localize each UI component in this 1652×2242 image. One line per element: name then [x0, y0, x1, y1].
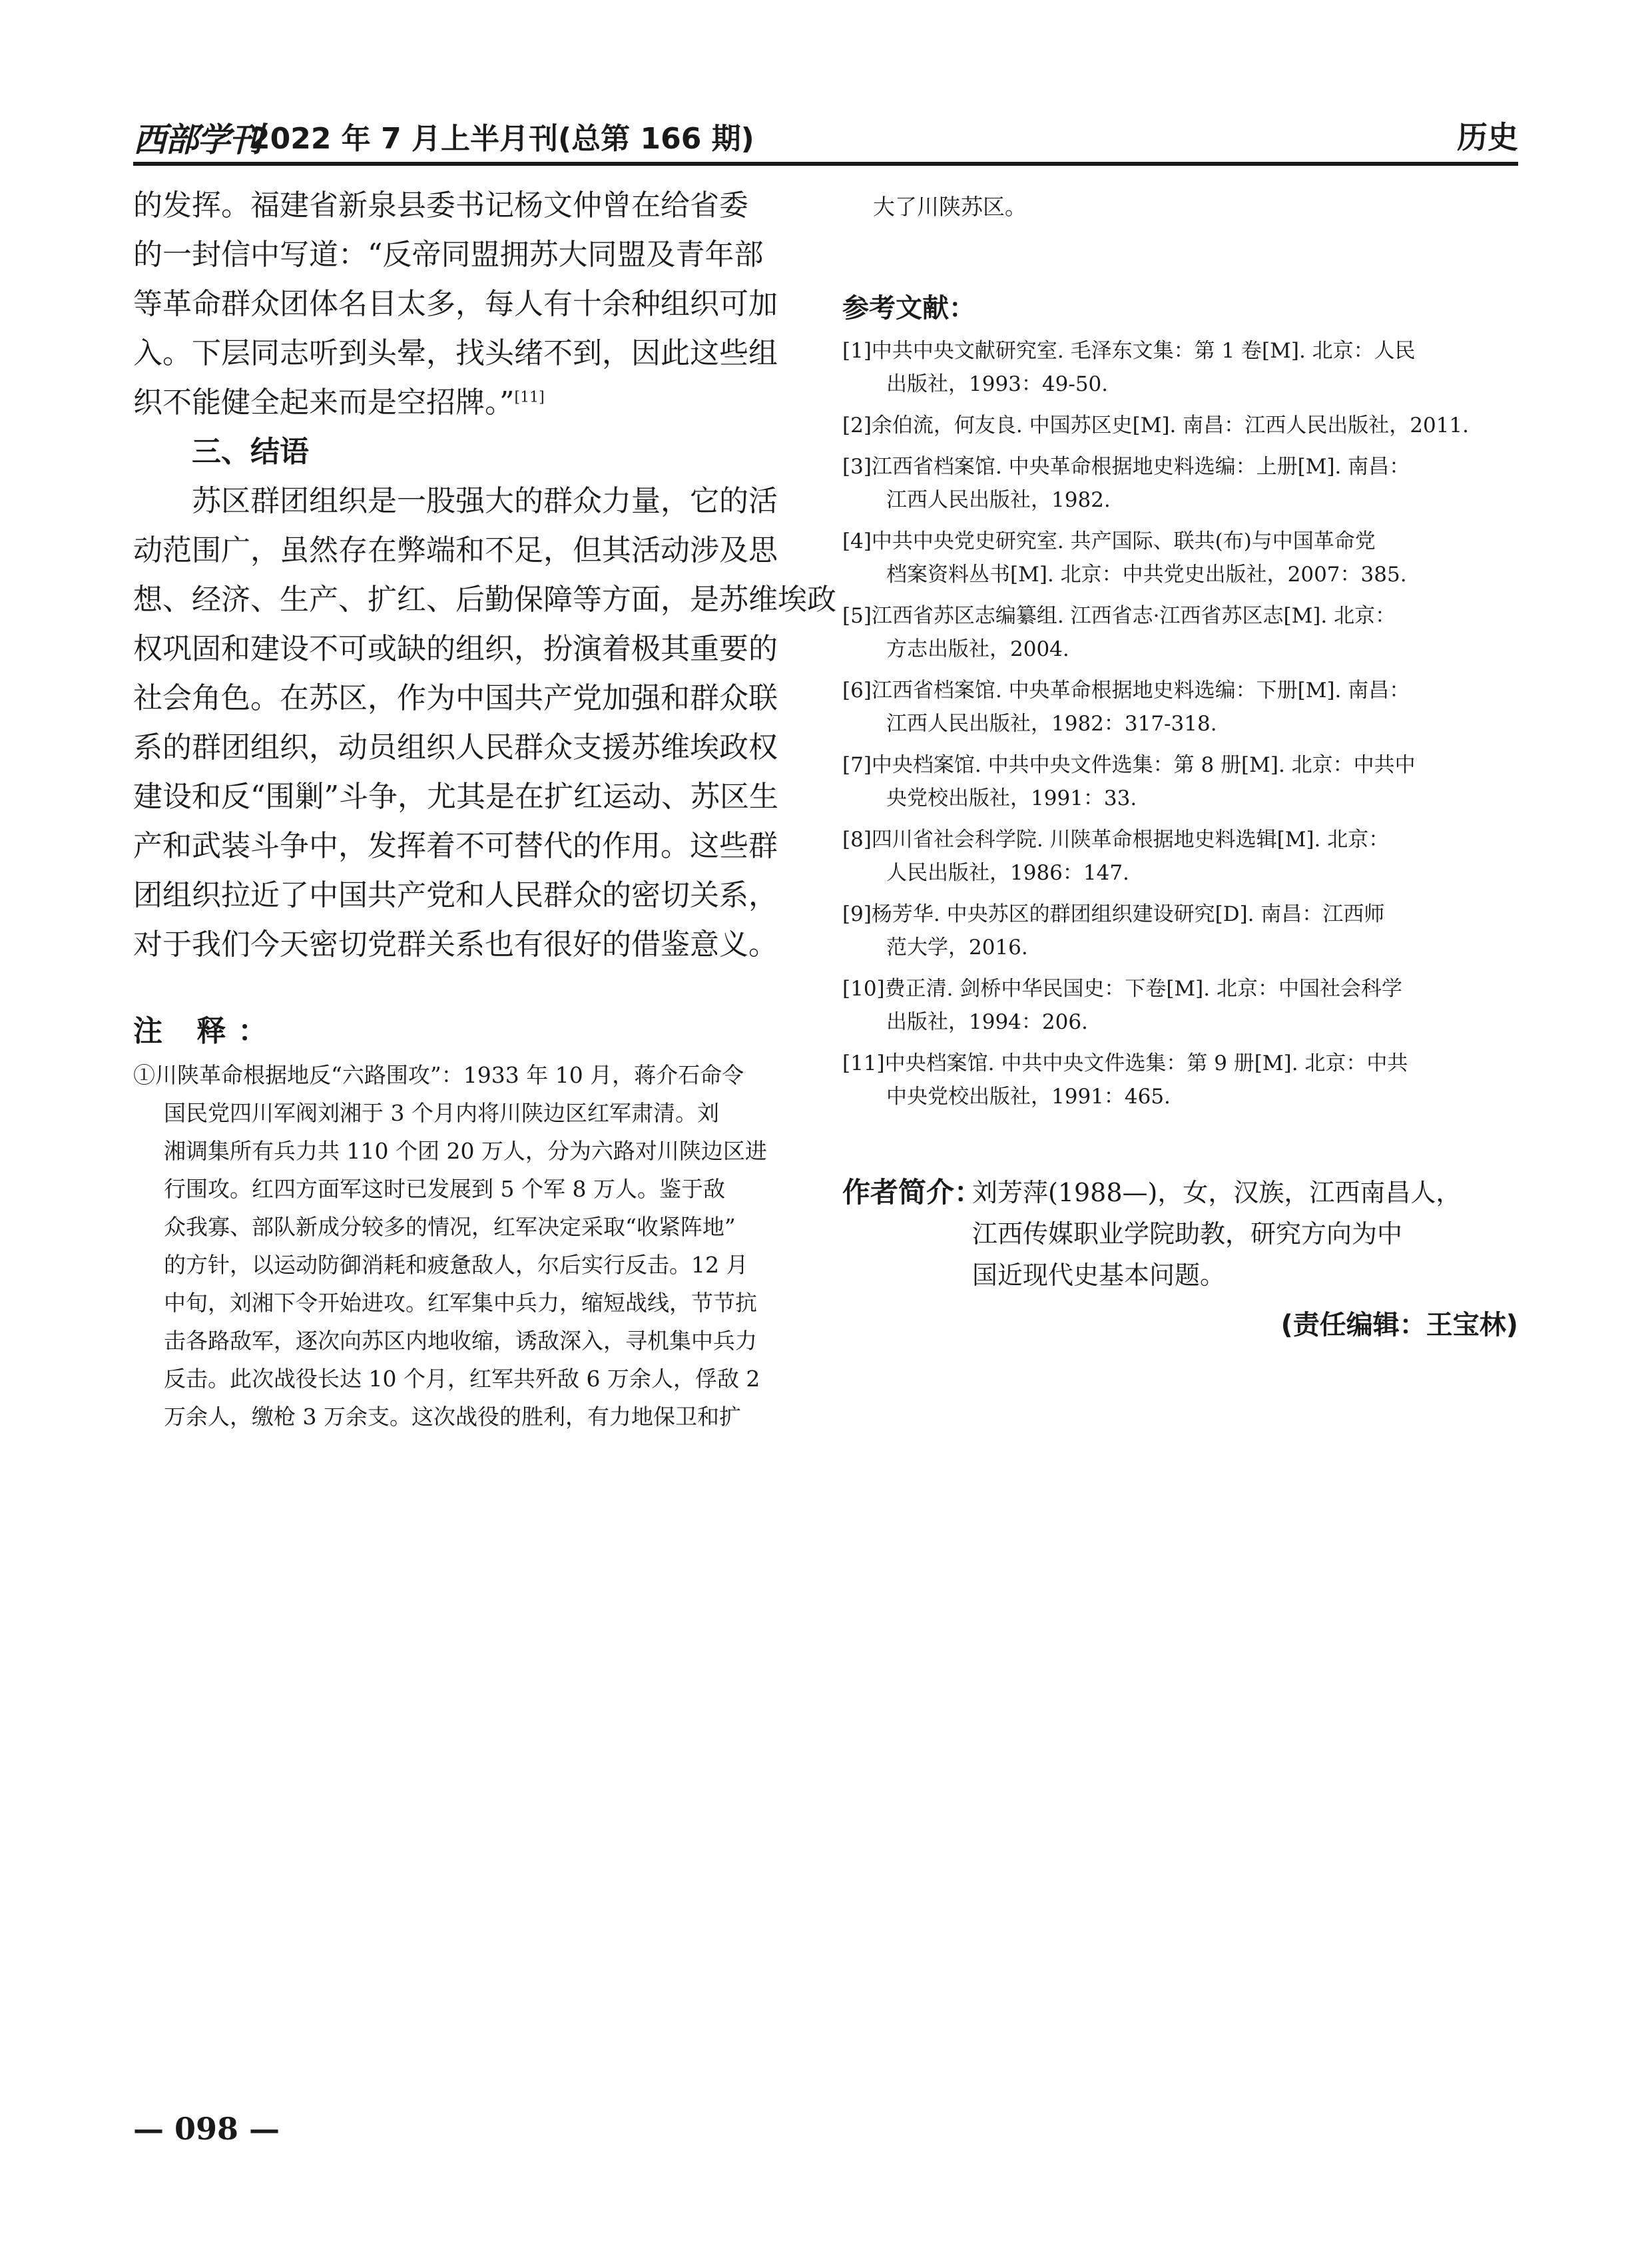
reference-line: 出版社，1994：206. [886, 1010, 1088, 1034]
reference-item [842, 525, 1518, 591]
reference-line: [8]四川省社会科学院. 川陕革命根据地史料选辑[M]. 北京： [842, 828, 1390, 852]
reference-line: [4]中共中央党史研究室. 共产国际、联共(布)与中国革命党 [842, 529, 1376, 553]
reference-line: 人民出版社，1986：147. [886, 861, 1129, 885]
references-heading: 参考文献： [842, 293, 975, 324]
reference-item [842, 1047, 1518, 1113]
body-line: 对于我们今天密切党群关系也有很好的借鉴意义。 [133, 928, 778, 962]
body-line: 权巩固和建设不可或缺的组织，扮演着极其重要的 [133, 632, 778, 666]
note-line: 的方针，以运动防御消耗和疲惫敌人，尔后实行反击。12 月 [164, 1252, 748, 1278]
header-divider [133, 162, 1518, 166]
note-line: 行围攻。红四方面军这时已发展到 5 个军 8 万人。鉴于敌 [164, 1176, 725, 1202]
right-column [842, 188, 1518, 1342]
reference-line: [3]江西省档案馆. 中央革命根据地史料选编：上册[M]. 南昌： [842, 455, 1410, 479]
body-line: 的一封信中写道：“反帝同盟拥苏大同盟及青年部 [133, 238, 764, 272]
journal-logo: 西部学刊 [133, 120, 261, 159]
issue-info: 2022 年 7 月上半月刊(总第 166 期) [250, 122, 754, 156]
reference-item [842, 898, 1518, 964]
note-line: 众我寡、部队新成分较多的情况，红军决定采取“收紧阵地” [164, 1214, 736, 1240]
reference-line: 出版社，1993：49-50. [886, 372, 1109, 396]
reference-item [842, 823, 1518, 890]
reference-line: [7]中央档案馆. 中共中央文件选集：第 8 册[M]. 北京：中共中 [842, 753, 1416, 777]
body-line [133, 378, 806, 427]
body-line: 产和武装斗争中，发挥着不可替代的作用。这些群 [133, 829, 778, 863]
reference-line: [2]余伯流，何友良. 中国苏区史[M]. 南昌：江西人民出版社，2011. [842, 414, 1470, 437]
note-line: 击各路敌军，逐次向苏区内地收缩，诱敌深入，寻机集中兵力 [164, 1328, 757, 1354]
body-line: 的发挥。福建省新泉县委书记杨文仲曾在给省委 [133, 188, 748, 222]
author-bio [842, 1172, 1518, 1296]
reference-line: [11]中央档案馆. 中共中央文件选集：第 9 册[M]. 北京：中共 [842, 1051, 1408, 1075]
page-number: — 098 — [133, 2111, 280, 2147]
citation-marker: [11] [514, 389, 545, 406]
reference-line: 范大学，2016. [886, 936, 1028, 960]
reference-line: [1]中共中央文献研究室. 毛泽东文集：第 1 卷[M]. 北京：人民 [842, 339, 1416, 363]
author-line: 江西传媒职业学院助教，研究方向为中 [972, 1219, 1403, 1249]
note-line: 中旬，刘湘下令开始进攻。红军集中兵力，缩短战线，节节抗 [164, 1290, 757, 1316]
notes-heading: 注 释： [133, 1014, 280, 1048]
reference-item [842, 334, 1518, 401]
author-label: 作者简介： [842, 1176, 983, 1209]
reference-line: [9]杨芳华. 中央苏区的群团组织建设研究[D]. 南昌：江西师 [842, 902, 1385, 926]
responsible-editor: (责任编辑：王宝林) [1280, 1310, 1518, 1340]
reference-line: 中央党校出版社，1991：465. [886, 1085, 1171, 1109]
reference-item [842, 599, 1518, 666]
body-line: 社会角色。在苏区，作为中国共产党加强和群众联 [133, 681, 778, 715]
body-line: 系的群团组织，动员组织人民群众支援苏维埃政权 [133, 730, 778, 764]
reference-item [842, 972, 1518, 1039]
author-line: 刘芳萍(1988—)，女，汉族，江西南昌人， [972, 1178, 1462, 1207]
reference-item [842, 409, 1518, 442]
reference-line: 央党校出版社，1991：33. [886, 786, 1137, 810]
body-line: 等革命群众团体名目太多，每人有十余种组织可加 [133, 287, 778, 321]
reference-item [842, 674, 1518, 740]
reference-item [842, 748, 1518, 815]
reference-line: 档案资料丛书[M]. 北京：中共党史出版社，2007：385. [886, 563, 1407, 587]
body-line: 苏区群团组织是一股强大的群众力量，它的活 [192, 484, 778, 518]
left-column [133, 181, 836, 1436]
note-line: 大了川陕苏区。 [873, 194, 1027, 220]
reference-line: 江西人民出版社，1982：317-318. [886, 712, 1217, 736]
body-line: 建设和反“围剿”斗争，尤其是在扩红运动、苏区生 [133, 780, 778, 814]
body-text: 织不能健全起来而是空招牌。” [133, 386, 515, 420]
note-line: ①川陕革命根据地反“六路围攻”：1933 年 10 月，蒋介石命令 [133, 1062, 744, 1088]
section-name: 历史 [1457, 119, 1518, 155]
section-heading: 三、结语 [192, 435, 309, 469]
body-line: 动范围广，虽然存在弊端和不足，但其活动涉及思 [133, 533, 778, 567]
note-line: 反击。此次战役长达 10 个月，红军共歼敌 6 万余人，俘敌 2 [164, 1366, 760, 1392]
body-line: 团组织拉近了中国共产党和人民群众的密切关系， [133, 878, 778, 912]
reference-line: [10]费正清. 剑桥中华民国史：下卷[M]. 北京：中国社会科学 [842, 977, 1402, 1001]
reference-line: [5]江西省苏区志编纂组. 江西省志·江西省苏区志[M]. 北京： [842, 604, 1396, 628]
author-line: 国近现代史基本问题。 [972, 1261, 1226, 1290]
body-line: 想、经济、生产、扩红、后勤保障等方面，是苏维埃政 [133, 583, 836, 617]
note-line: 湘调集所有兵力共 110 个团 20 万人，分为六路对川陕边区进 [164, 1138, 767, 1164]
reference-line: 方志出版社，2004. [886, 637, 1069, 661]
reference-line: 江西人民出版社，1982. [886, 488, 1111, 512]
note-line: 万余人，缴枪 3 万余支。这次战役的胜利，有力地保卫和扩 [164, 1404, 741, 1430]
reference-line: [6]江西省档案馆. 中央革命根据地史料选编：下册[M]. 南昌： [842, 679, 1410, 702]
body-line: 入。下层同志听到头晕，找头绪不到，因此这些组 [133, 336, 778, 370]
reference-item [842, 450, 1518, 517]
note-line: 国民党四川军阀刘湘于 3 个月内将川陕边区红军肃清。刘 [164, 1100, 719, 1126]
running-header [133, 113, 1518, 159]
